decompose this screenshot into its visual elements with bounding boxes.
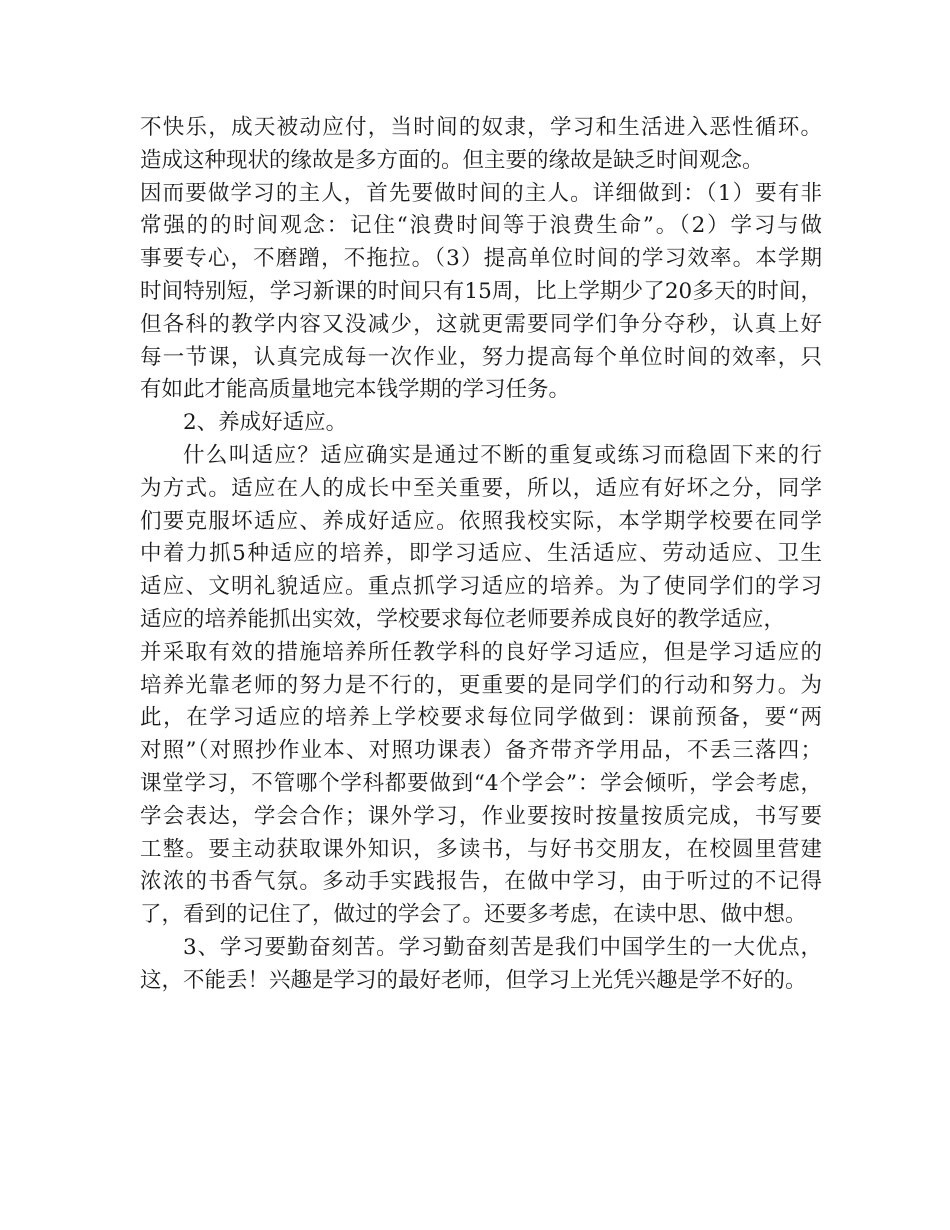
text-line: 工整。要主动获取课外知识，多读书，与好书交朋友，在校圆里营建 xyxy=(140,836,822,862)
text-line: 时间特别短，学习新课的时间只有15周，比上学期少了20多天的时间， xyxy=(140,278,822,304)
text-line: 并采取有效的措施培养所任教学科的良好学习适应，但是学习适应的 xyxy=(140,639,822,665)
text-line: 此，在学习适应的培养上学校要求每位同学做到：课前预备，要“两 xyxy=(140,705,822,731)
text-line: 不快乐，成天被动应付，当时间的奴隶，学习和生活进入恶性循环。 xyxy=(140,115,822,140)
text-line: 们要克服坏适应、养成好适应。依照我校实际，本学期学校要在同学 xyxy=(140,508,822,534)
document-body xyxy=(140,112,822,998)
text-line: 培养光靠老师的努力是不行的，更重要的是同学们的行动和努力。为 xyxy=(140,672,822,698)
text-line: 为方式。适应在人的成长中至关重要，所以，适应有好坏之分，同学 xyxy=(140,475,822,501)
text-line: 这，不能丢！兴趣是学习的最好老师，但学习上光凭兴趣是学不好的。 xyxy=(140,967,807,993)
text-line: 学会表达，学会合作；课外学习，作业要按时按量按质完成，书写要 xyxy=(140,803,822,829)
text-line: 每一节课，认真完成每一次作业，努力提高每个单位时间的效率，只 xyxy=(140,344,822,370)
text-line: 适应的培养能抓出实效，学校要求每位老师要养成良好的教学适应， xyxy=(140,606,786,632)
text-line: 事要专心，不磨蹭，不拖拉。（3）提高单位时间的学习效率。本学期 xyxy=(140,246,822,272)
text-line: 浓浓的书香气氛。多动手实践报告，在做中学习，由于听过的不记得 xyxy=(140,869,822,895)
text-line: 什么叫适应？适应确实是通过不断的重复或练习而稳固下来的行 xyxy=(183,442,822,468)
text-line: 造成这种现状的缘故是多方面的。但主要的缘故是缺乏时间观念。 xyxy=(140,147,764,173)
text-line: 对照”（对照抄作业本、对照功课表）备齐带齐学用品，不丢三落四； xyxy=(140,738,822,764)
text-line: 有如此才能高质量地完本钱学期的学习任务。 xyxy=(140,377,571,403)
text-line: 因而要做学习的主人，首先要做时间的主人。详细做到：（1）要有非 xyxy=(140,180,822,206)
text-line: 适应、文明礼貌适应。重点抓学习适应的培养。为了使同学们的学习 xyxy=(140,574,822,600)
text-line: 中着力抓5种适应的培养，即学习适应、生活适应、劳动适应、卫生 xyxy=(140,541,822,567)
text-line: 了，看到的记住了，做过的学会了。还要多考虑，在读中思、做中想。 xyxy=(140,902,807,928)
text-line: 课堂学习，不管哪个学科都要做到“4个学会”：学会倾听，学会考虑， xyxy=(140,770,822,796)
text-line: 3、学习要勤奋刻苦。学习勤奋刻苦是我们中国学生的一大优点， xyxy=(183,934,822,960)
text-line: 常强的的时间观念：记住“浪费时间等于浪费生命”。（2）学习与做 xyxy=(140,213,822,239)
text-line: 但各科的教学内容又没减少，这就更需要同学们争分夺秒，认真上好 xyxy=(140,311,822,337)
text-line: 2、养成好适应。 xyxy=(183,410,348,436)
